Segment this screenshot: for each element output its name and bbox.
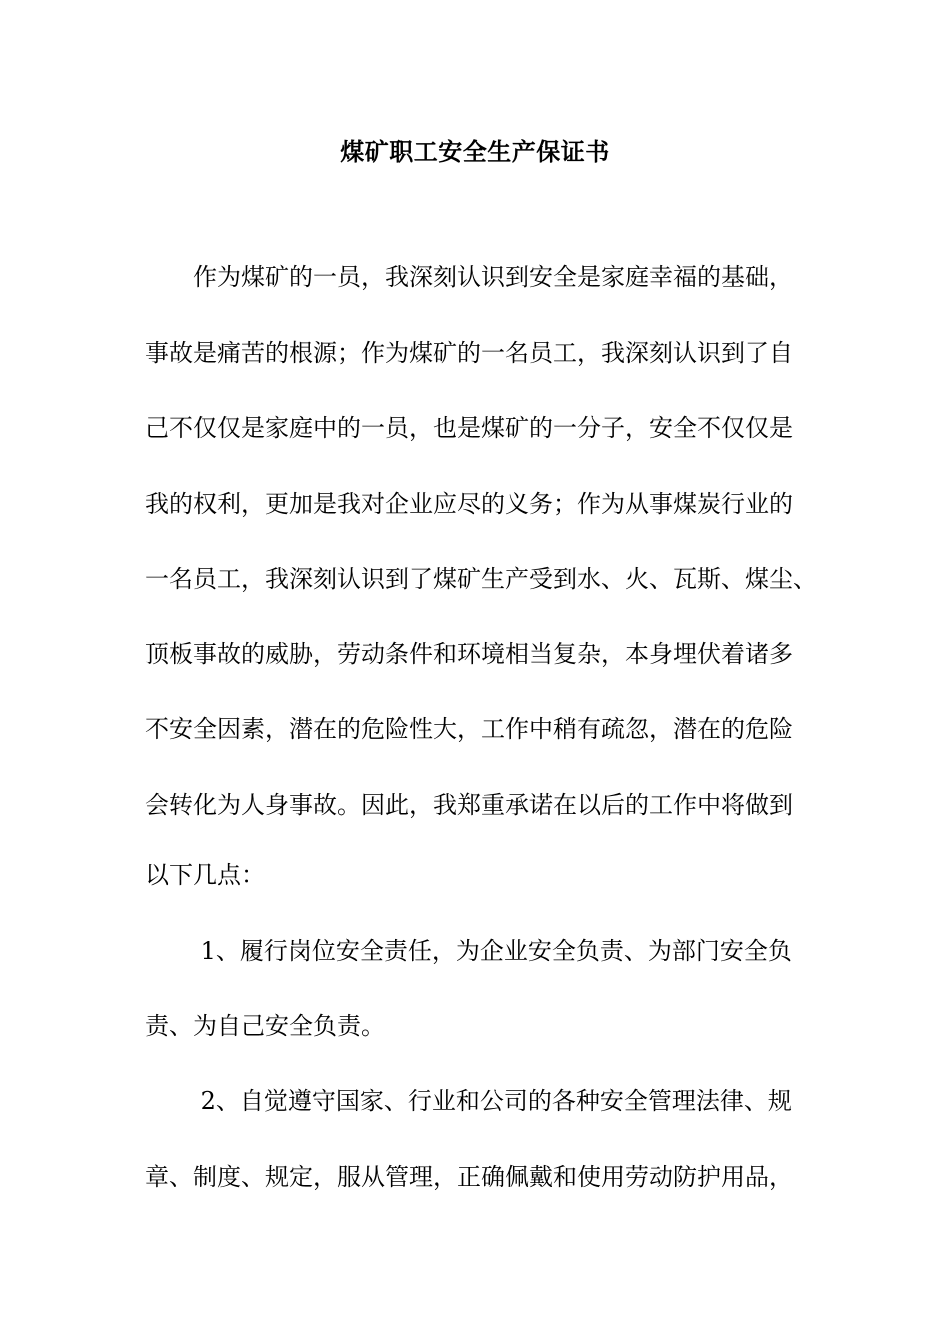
body-line: 一名员工，我深刻认识到了煤矿生产受到水、火、瓦斯、煤尘、 (145, 565, 817, 593)
body-line: 2、自觉遵守国家、行业和公司的各种安全管理法律、规 (145, 1087, 792, 1115)
body-line: 责、为自己安全负责。 (145, 1012, 385, 1040)
body-line: 事故是痛苦的根源；作为煤矿的一名员工，我深刻认识到了自 (145, 339, 793, 367)
body-line: 我的权利，更加是我对企业应尽的义务；作为从事煤炭行业的 (145, 490, 793, 518)
body-line: 顶板事故的威胁，劳动条件和环境相当复杂，本身埋伏着诸多 (145, 640, 793, 668)
body-line: 章、制度、规定，服从管理，正确佩戴和使用劳动防护用品， (145, 1163, 793, 1191)
body-line: 作为煤矿的一员，我深刻认识到安全是家庭幸福的基础， (145, 263, 793, 291)
body-line: 以下几点： (145, 861, 265, 889)
body-line: 己不仅仅是家庭中的一员，也是煤矿的一分子，安全不仅仅是 (145, 414, 793, 442)
body-line: 不安全因素，潜在的危险性大，工作中稍有疏忽，潜在的危险 (145, 715, 793, 743)
body-line: 1、履行岗位安全责任，为企业安全负责、为部门安全负 (145, 937, 792, 965)
body-line: 会转化为人身事故。因此，我郑重承诺在以后的工作中将做到 (145, 791, 793, 819)
document-title: 煤矿职工安全生产保证书 (340, 137, 610, 166)
